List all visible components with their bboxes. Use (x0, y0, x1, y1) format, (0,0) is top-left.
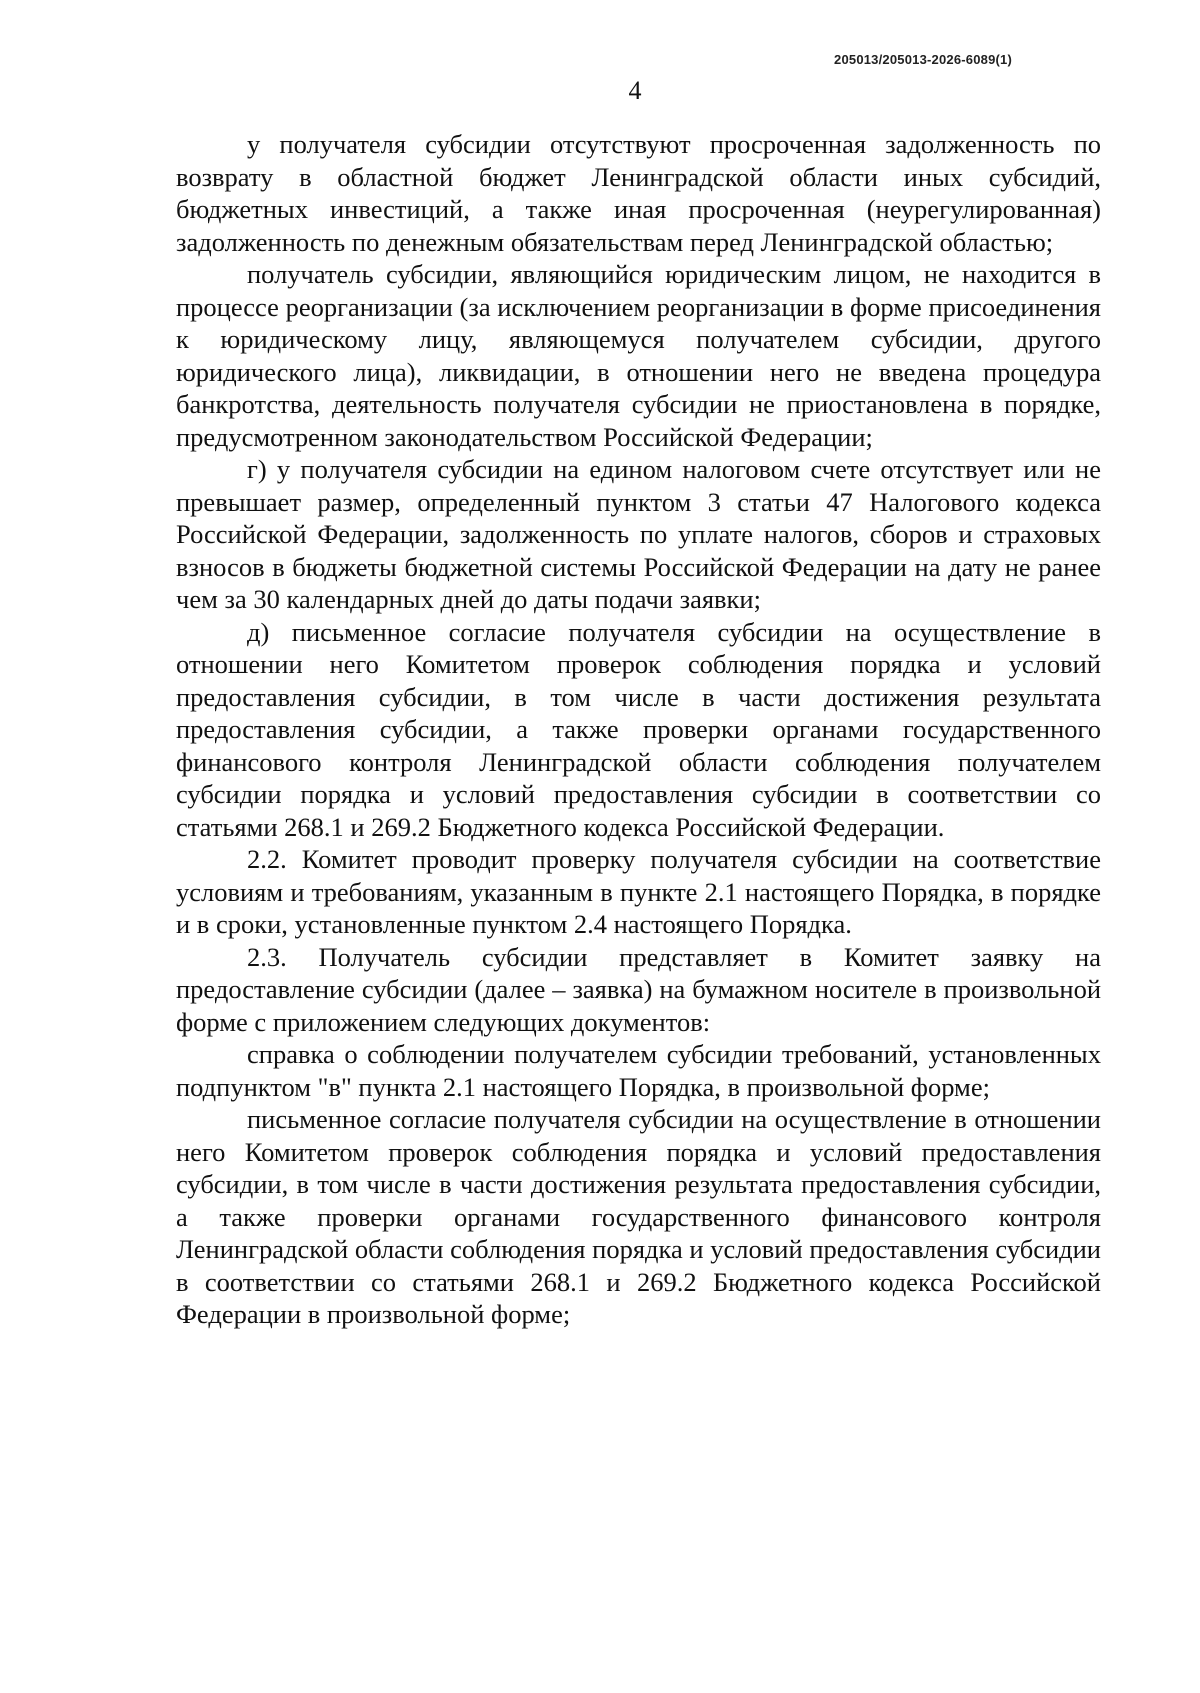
paragraph-2-2: 2.2. Комитет проводит проверку получателя субсидии на соответствие условиям и требованиям, указанным в пункте 2.1 настоящего Порядка, в порядке и в сроки, установленные пунктом 2.4 настоящего Порядка. (176, 844, 1101, 939)
paragraph-2-3: 2.3. Получатель субсидии представляет в Комитет заявку на предоставление субсидии (далее – заявка) на бумажном носителе в произвольной форме с приложением следующих документов: (176, 941, 1101, 1037)
paragraph-no-overdue-debt: у получателя субсидии отсутствуют просроченная задолженность по возврату в областной бюджет Ленинградской области иных субсидий, бюджетных инвестиций, а также иная просроченная (неурегулированная) задолженность по денежным обязательствам перед Ленинградской областью; (176, 129, 1101, 257)
page-number: 4 (628, 76, 642, 105)
paragraph-item-g-tax-debt: г) у получателя субсидии на едином налоговом счете отсутствует или не превышает размер, определенный пунктом 3 статьи 47 Налогового кодекса Российской Федерации, задолженность по уплате налогов, сборов и страховых взносов в бюджеты бюджетной системы Российской Федерации на дату не ранее чем за 30 календарных дней до даты подачи заявки; (176, 454, 1101, 614)
document-body (176, 128, 1101, 1331)
paragraph-no-reorganization: получатель субсидии, являющийся юридическим лицом, не находится в процессе реорганизации (за исключением реорганизации в форме присоединения к юридическому лицу, являющемуся получателем субсидии, другого юридического лица), ликвидации, в отношении него не введена процедура банкротства, деятельность получателя субсидии не приостановлена в порядке, предусмотренном законодательством Российской Федерации; (176, 259, 1101, 452)
paragraph-item-d-written-consent: д) письменное согласие получателя субсидии на осуществление в отношении него Комитетом проверок соблюдения порядка и условий предоставления субсидии, в том числе в части достижения результата предоставления субсидии, а также проверки органами государственного финансового контроля Ленинградской области соблюдения получателем субсидии порядка и условий предоставления субсидии в соответствии со статьями 268.1 и 269.2 Бюджетного кодекса Российской Федерации. (176, 616, 1101, 842)
paragraph-written-consent: письменное согласие получателя субсидии на осуществление в отношении него Комитетом проверок соблюдения порядка и условий предоставления субсидии, в том числе в части достижения результата предоставления субсидии, а также проверки органами государственного финансового контроля Ленинградской области соблюдения порядка и условий предоставления субсидии в соответствии со статьями 268.1 и 269.2 Бюджетного кодекса Российской Федерации в произвольной форме; (176, 1104, 1101, 1329)
document-id: 205013/205013-2026-6089(1) (834, 52, 1012, 67)
paragraph-certificate: справка о соблюдении получателем субсидии требований, установленных подпунктом "в" пункта 2.1 настоящего Порядка, в произвольной форме; (176, 1039, 1101, 1102)
